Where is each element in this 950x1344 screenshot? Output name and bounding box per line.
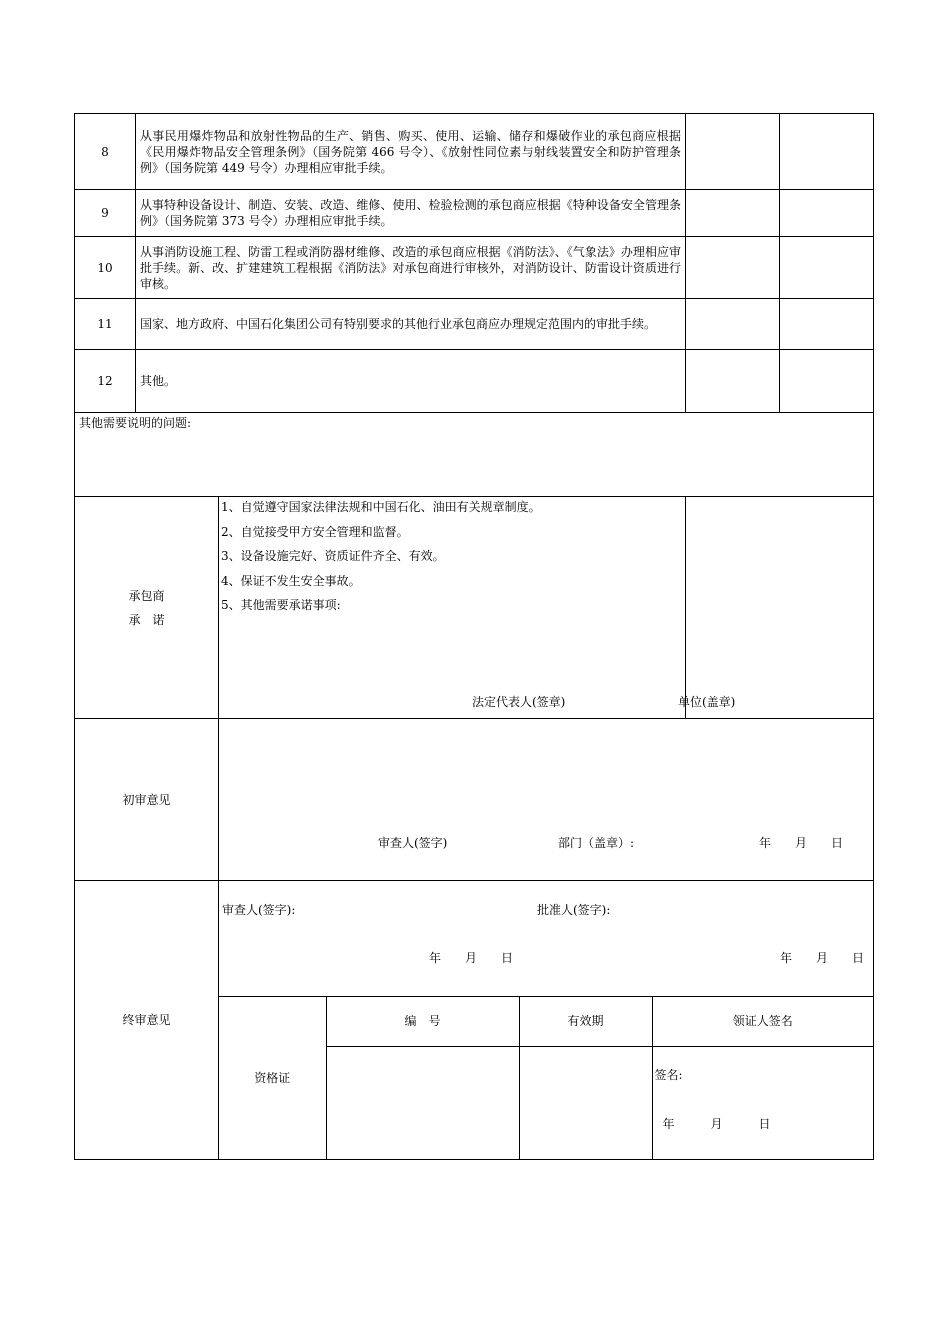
requirement-text: 从事民用爆炸物品和放射性物品的生产、销售、购买、使用、运输、储存和爆破作业的承包商应根据《民用爆炸物品安全管理条例》（国务院第 466 号令）、《放射性同位素与射线装置安全和防护管理条例》（国务院第 449 号令）办理相应审批手续。 (136, 114, 686, 190)
row-number: 9 (75, 190, 136, 237)
legal-rep-signature[interactable]: 法定代表人(签章) (472, 695, 566, 709)
other-notes-label: 其他需要说明的问题: (79, 416, 192, 430)
remark-cell[interactable] (780, 114, 874, 190)
commitment-label (75, 497, 219, 718)
commitment-item-2: 2、自觉接受甲方安全管理和监督。 (221, 525, 409, 539)
requirement-text: 国家、地方政府、中国石化集团公司有特别要求的其他行业承包商应办理规定范围内的审批手续。 (136, 299, 686, 350)
commitment-label-line1: 承包商 (128, 588, 165, 603)
row-number: 8 (75, 114, 136, 190)
row-number: 10 (75, 237, 136, 299)
commitment-row (75, 497, 874, 719)
requirement-text: 从事消防设施工程、防雷工程或消防器材维修、改造的承包商应根据《消防法》、《气象法》办理相应审批手续。新、改、扩建建筑工程根据《消防法》对承包商进行审核外，对消防设计、防雷设计资质进行审核。 (136, 237, 686, 299)
initial-review-section (75, 719, 874, 881)
check-cell[interactable] (686, 190, 780, 237)
table-row (75, 299, 874, 350)
other-notes-field[interactable] (75, 413, 874, 497)
recipient-sign-label: 签名: (654, 1067, 683, 1082)
requirement-text: 从事特种设备设计、制造、安装、改造、维修、使用、检验检测的承包商应根据《特种设备安全管理条例》（国务院第 373 号令）办理相应审批手续。 (136, 190, 686, 237)
recipient-signature-cell[interactable] (652, 1046, 873, 1159)
qualification-form-table (74, 113, 874, 1160)
requirement-text: 其他。 (136, 350, 686, 413)
col-header-validity: 有效期 (519, 997, 652, 1046)
col-header-recipient: 领证人签名 (652, 997, 873, 1046)
commitment-seal-area (678, 497, 874, 719)
final-review-content (219, 881, 873, 1159)
remark-cell[interactable] (780, 299, 874, 350)
check-cell[interactable] (686, 350, 780, 413)
recipient-sign-date: 年 月 日 (662, 1116, 771, 1131)
row-number: 11 (75, 299, 136, 350)
final-review-date-right: 年 月 日 (780, 951, 865, 965)
check-cell[interactable] (686, 299, 780, 350)
notes-row (75, 413, 874, 497)
approver-signature[interactable]: 批准人(签字): (537, 903, 611, 917)
department-seal[interactable]: 部门（盖章）: (558, 836, 635, 850)
commitment-section (75, 497, 686, 719)
commitment-item-4: 4、保证不发生安全事故。 (221, 574, 361, 588)
certificate-table (219, 997, 873, 1159)
table-row (75, 190, 874, 237)
table-row (75, 237, 874, 299)
unit-seal[interactable]: 单位(盖章) (678, 695, 736, 709)
final-review-date-left: 年 月 日 (429, 951, 514, 965)
final-review-row (75, 881, 874, 1160)
commitment-item-3: 3、设备设施完好、资质证件齐全、有效。 (221, 549, 445, 563)
initial-reviewer-signature[interactable]: 审查人(签字) (378, 836, 448, 850)
final-review-signatures (219, 881, 873, 997)
initial-review-row (75, 719, 874, 881)
commitment-content (219, 497, 685, 718)
commitment-item-1: 1、自觉遵守国家法律法规和中国石化、油田有关规章制度。 (221, 500, 541, 514)
certificate-number-cell[interactable] (326, 1046, 519, 1159)
certificate-validity-cell[interactable] (519, 1046, 652, 1159)
col-header-number: 编 号 (326, 997, 519, 1046)
final-review-label: 终审意见 (75, 881, 219, 1159)
initial-review-label: 初审意见 (75, 719, 219, 880)
remark-cell[interactable] (780, 190, 874, 237)
remark-cell[interactable] (780, 350, 874, 413)
check-cell[interactable] (686, 237, 780, 299)
commitment-item-5: 5、其他需要承诺事项: (221, 598, 341, 612)
final-reviewer-signature[interactable]: 审查人(签字): (222, 903, 296, 917)
table-row (75, 114, 874, 190)
table-row (75, 350, 874, 413)
certificate-label: 资格证 (219, 997, 326, 1159)
final-review-section (75, 881, 874, 1160)
commitment-label-line2: 承 诺 (128, 612, 165, 627)
initial-review-date: 年 月 日 (759, 836, 844, 850)
check-cell[interactable] (686, 114, 780, 190)
row-number: 12 (75, 350, 136, 413)
initial-review-content[interactable] (219, 719, 873, 880)
remark-cell[interactable] (780, 237, 874, 299)
